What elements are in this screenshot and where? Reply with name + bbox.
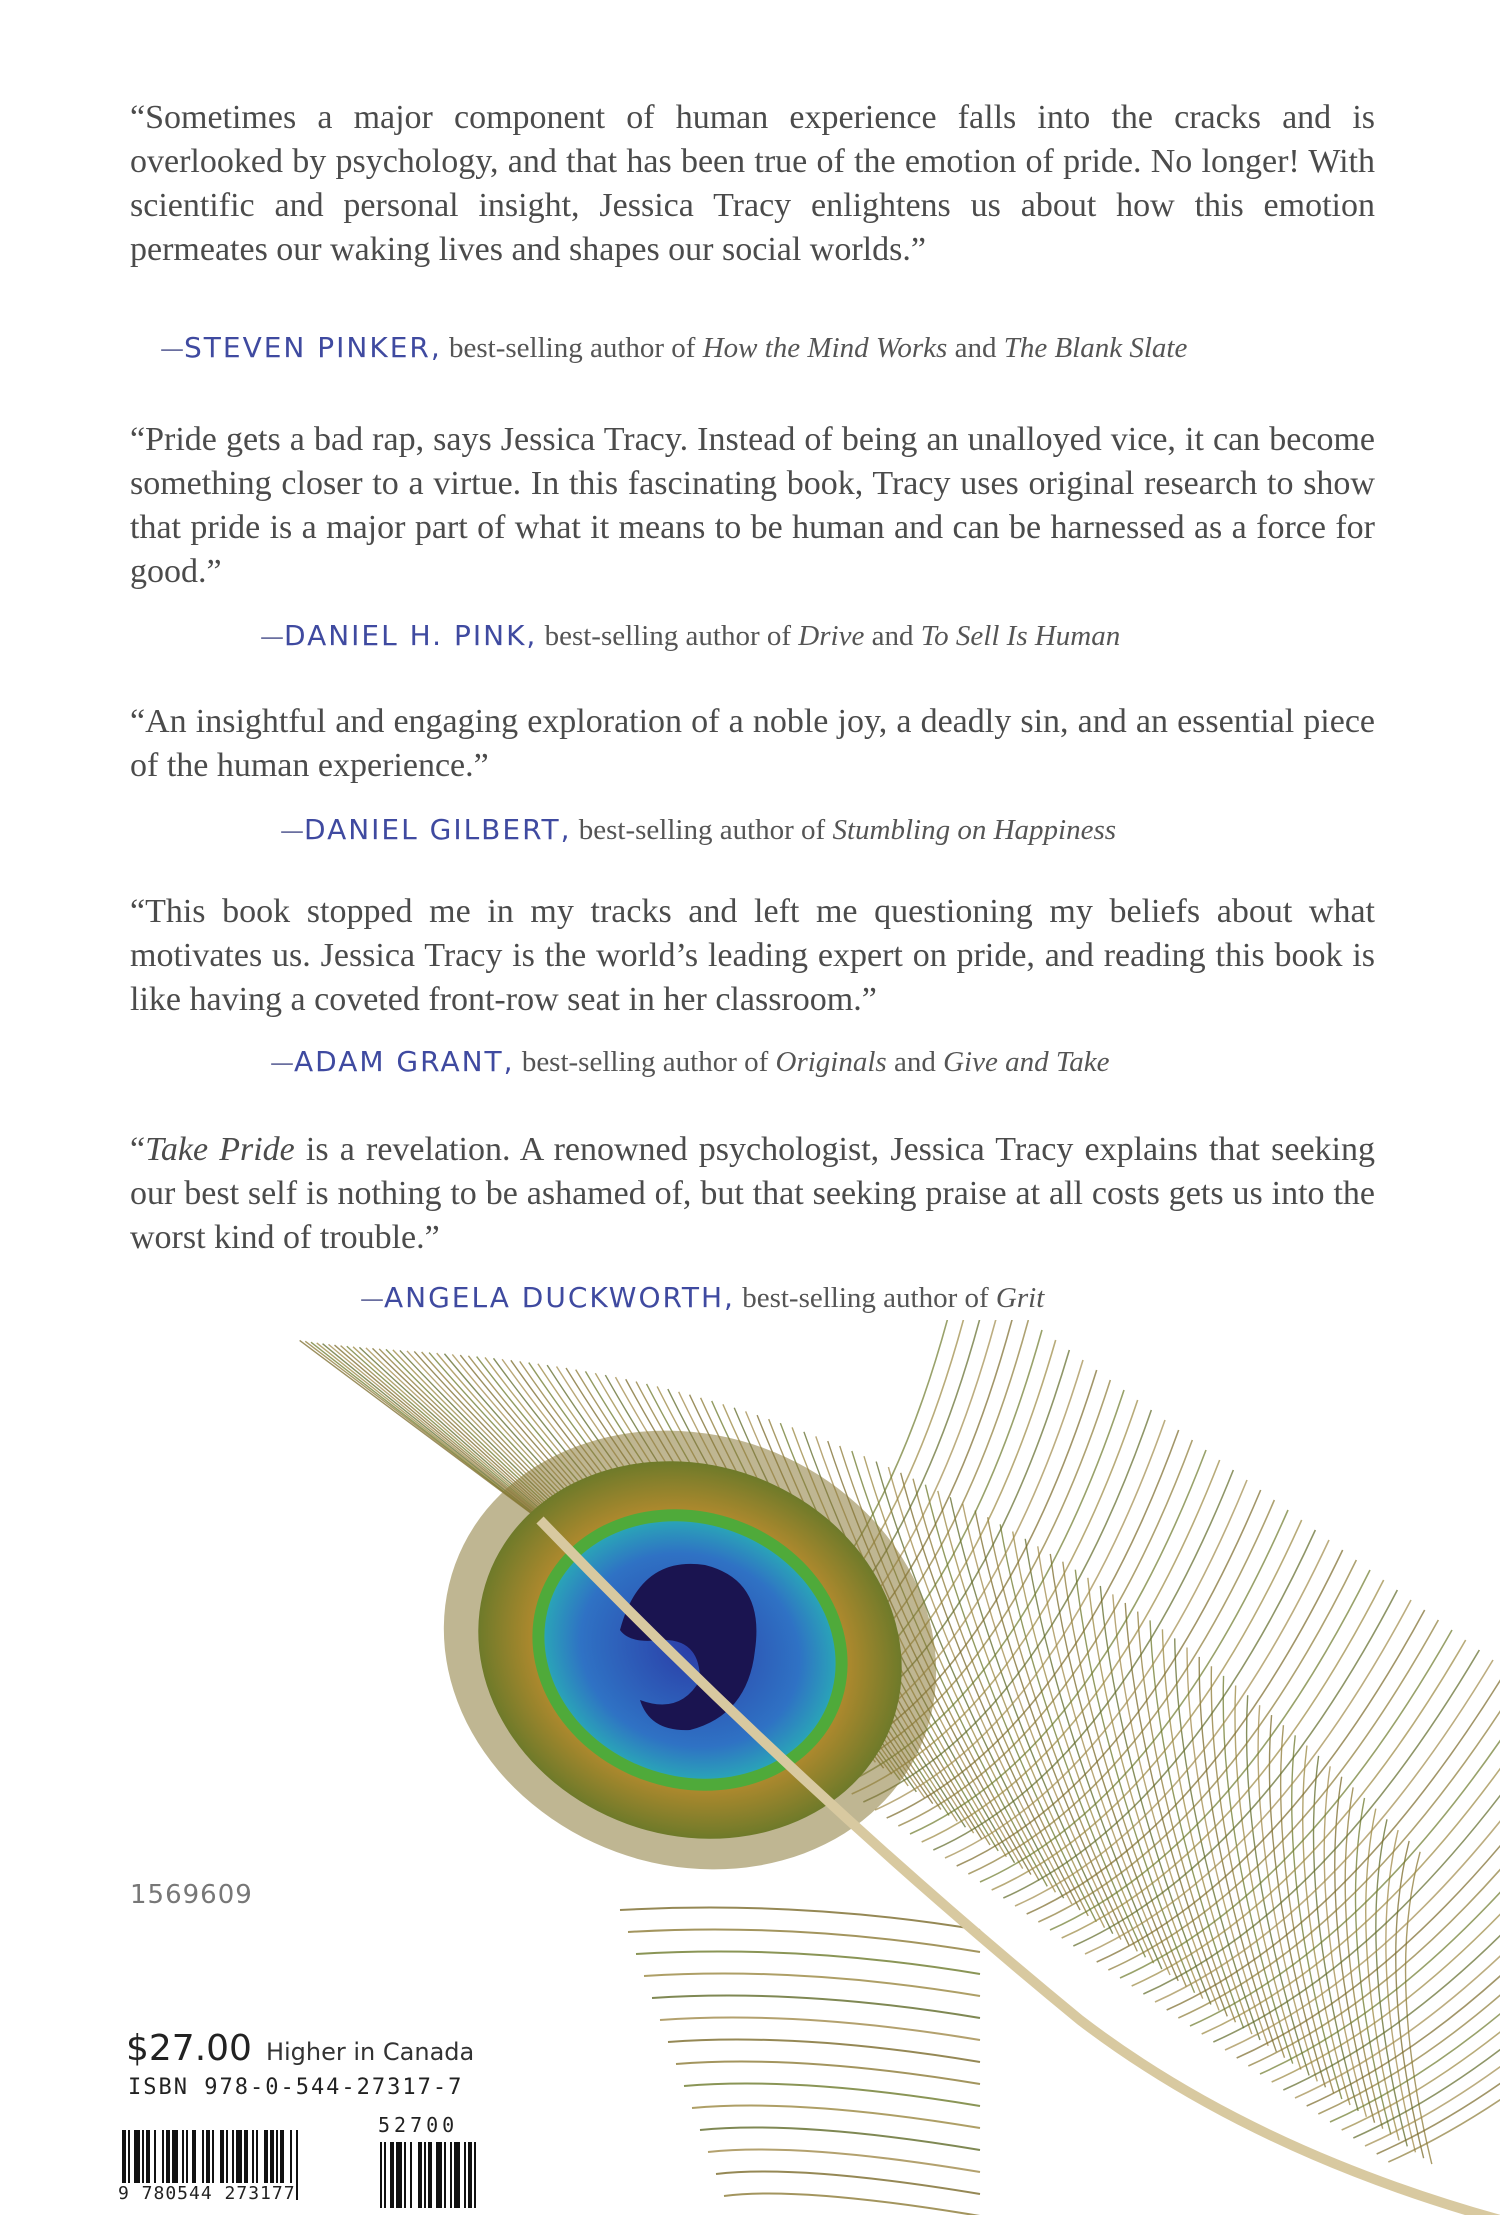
barcode-addon-bar bbox=[380, 2142, 382, 2208]
attribution-name: DANIEL H. PINK, bbox=[284, 619, 538, 652]
feather-barb bbox=[1283, 1770, 1500, 2090]
barcode-addon-bar bbox=[384, 2142, 386, 2208]
attribution-name: STEVEN PINKER, bbox=[184, 331, 442, 364]
blurb-attribution: —DANIEL GILBERT, best-selling author of Stumbling on Happiness bbox=[280, 813, 1117, 846]
barcode-digits: 9 780544 273177 bbox=[118, 2183, 296, 2204]
blurb-quote: “This book stopped me in my tracks and left me questioning my beliefs about what motivates us. Jessica Tracy is the world’s leading expert on pride, and reading this book is like having a coveted front-row seat in her classroom.” bbox=[130, 893, 1375, 1018]
book-title: To Sell Is Human bbox=[920, 620, 1121, 652]
book-title: Drive bbox=[798, 620, 865, 652]
barcode-bar bbox=[296, 2130, 298, 2200]
blurb-attribution: —STEVEN PINKER, best-selling author of How the Mind Works and The Blank Slate bbox=[160, 331, 1188, 364]
attribution-name: ADAM GRANT, bbox=[294, 1045, 515, 1078]
price: $27.00 bbox=[126, 2028, 252, 2069]
feather-barb bbox=[1113, 1594, 1219, 2010]
blurb-attribution: —DANIEL H. PINK, best-selling author of Drive and To Sell Is Human bbox=[260, 619, 1121, 652]
blurb-grant bbox=[130, 890, 1375, 1078]
feather-barb bbox=[668, 2040, 980, 2063]
price-note: Higher in Canada bbox=[265, 2038, 475, 2066]
barcode-addon-bar bbox=[450, 2142, 452, 2208]
blurb-quote: “Pride gets a bad rap, says Jessica Tracy. Instead of being an unalloyed vice, it can become something closer to a virtue. In this fascinating book, Tracy uses original research to show that pride is a major part of what it means to be human and can be harnessed as a force for good.” bbox=[130, 421, 1375, 590]
isbn-label: ISBN 978-0-544-27317-7 bbox=[128, 2075, 464, 2100]
feather-barb bbox=[716, 2172, 980, 2195]
book-title: Grit bbox=[995, 1282, 1045, 1314]
barcode-addon-bar bbox=[464, 2142, 466, 2208]
price-row bbox=[126, 2028, 474, 2069]
feather-barb bbox=[684, 2084, 980, 2107]
barcode-addon-bar bbox=[404, 2142, 406, 2208]
feather-barb bbox=[1353, 1830, 1500, 2138]
book-title: Take Pride bbox=[145, 1131, 295, 1168]
barcode-addon-bar bbox=[436, 2142, 442, 2208]
attribution-name: DANIEL GILBERT, bbox=[304, 813, 572, 846]
blurb-attribution: —ADAM GRANT, best-selling author of Originals and Give and Take bbox=[270, 1045, 1110, 1078]
feather-barb bbox=[644, 1974, 980, 1997]
blurb-duckworth bbox=[130, 1128, 1375, 1314]
feather-barb bbox=[636, 1952, 980, 1975]
barcode-addon-digits: 52700 bbox=[378, 2113, 459, 2137]
barcode-addon-bar bbox=[428, 2142, 432, 2208]
attribution-name: ANGELA DUCKWORTH, bbox=[384, 1281, 735, 1314]
feather-barb bbox=[1178, 1680, 1500, 2018]
feather-barb bbox=[676, 2062, 980, 2085]
feather-barb bbox=[1038, 1560, 1356, 1922]
blurb-pinker bbox=[130, 96, 1375, 364]
feather-barb bbox=[1167, 1670, 1500, 2010]
barcode-addon-bar bbox=[396, 2142, 402, 2208]
blurb-quote: “An insightful and engaging exploration of a noble joy, a deadly sin, and an essential piece of the human experience.” bbox=[130, 703, 1375, 784]
feather-barb bbox=[700, 2128, 980, 2151]
blurb-gilbert bbox=[130, 700, 1375, 846]
barcode-addon-bar bbox=[474, 2142, 476, 2208]
feather-barb bbox=[692, 2106, 980, 2129]
blurb-pink bbox=[130, 418, 1375, 652]
book-title: The Blank Slate bbox=[1003, 332, 1188, 364]
book-title: Originals bbox=[775, 1046, 887, 1078]
feather-barb bbox=[620, 1908, 980, 1931]
book-title: Give and Take bbox=[943, 1046, 1110, 1078]
barcode-addon-bar bbox=[424, 2142, 426, 2208]
feather-barb bbox=[1027, 1550, 1343, 1914]
barcode-addon-bar bbox=[468, 2142, 472, 2208]
feather-barb bbox=[887, 1430, 1179, 1818]
feather-barb bbox=[708, 2150, 980, 2173]
blurb-quote: “Sometimes a major component of human experience falls into the cracks and is overlooked by psychology, and that has been true of the emotion of pride. No longer! With scientific and personal insight, Jessica Tracy enlightens us about how this emotion permeates our waking lives and shapes our social worlds.” bbox=[130, 99, 1375, 268]
blurb-attribution: —ANGELA DUCKWORTH, best-selling author of Grit bbox=[360, 1281, 1045, 1314]
book-title: How the Mind Works bbox=[702, 332, 948, 364]
feather-barb bbox=[660, 2018, 980, 2041]
blurb-quote: “Take Pride is a revelation. A renowned psychologist, Jessica Tracy explains that seeking our best self is nothing to be ashamed of, but that seeking praise at all costs gets us into the worst kind of trouble.” bbox=[130, 1131, 1375, 1256]
book-title: Stumbling on Happiness bbox=[832, 814, 1117, 846]
feather-barb bbox=[628, 1930, 980, 1953]
barcode-addon-bar bbox=[454, 2142, 460, 2208]
barcode-addon-bar bbox=[444, 2142, 446, 2208]
feather-barb bbox=[1281, 1725, 1334, 2093]
catalog-number: 1569609 bbox=[130, 1880, 253, 1910]
feather-barb bbox=[724, 2194, 980, 2215]
barcode-addon-bar bbox=[390, 2142, 394, 2208]
barcode-addon-bar bbox=[418, 2142, 422, 2208]
barcode-addon-bar bbox=[410, 2142, 412, 2208]
feather-barb bbox=[652, 1996, 980, 2019]
